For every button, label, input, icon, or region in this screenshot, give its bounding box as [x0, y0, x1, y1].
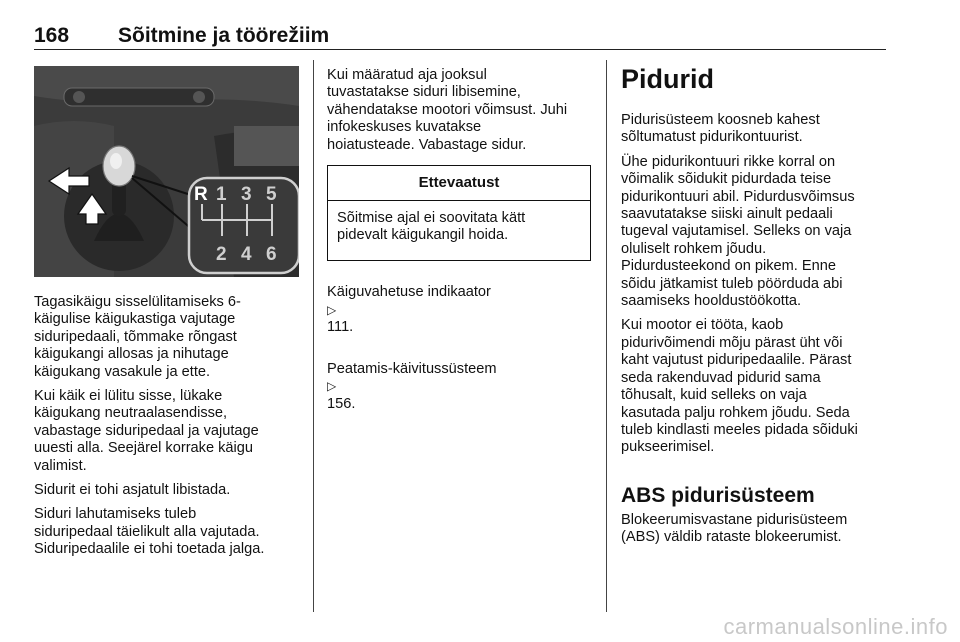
abs-text	[621, 512, 896, 554]
gear-shift-illustration	[34, 66, 299, 277]
page-reference-arrow-icon: ▷	[327, 302, 337, 317]
caution-body: Sõitmise ajal ei soovitata kätt pidevalt käigukangil hoida.	[337, 210, 526, 244]
middle-column-intro	[327, 67, 599, 161]
page-header	[34, 10, 886, 50]
reference-page: 156.	[327, 395, 356, 412]
middle-column-references	[327, 267, 599, 420]
paragraph: Kui mootor ei tööta, kaob pidurivõimendi mõju pärast üht või kaht vajutust piduripedaalile. Pärast seda rakenduvad pidurid sama tõhusalt, kuid selleks on vaja kasutada palju rohkem jõudu. Seda tuleb kindlasti meeles pidada sõiduki pukseerimisel.	[621, 317, 858, 456]
paragraph: Tagasikäigu sisselülitamiseks 6- käigulise käigukastiga vajutage siduripedaali, tõmmake rõngast käigukangi allosas ja nihutage käigukang vasakule ja ette.	[34, 294, 241, 380]
watermark: carmanualsonline.info	[723, 614, 948, 639]
reference-link[interactable]	[327, 267, 599, 337]
caution-title: Ettevaatust	[328, 166, 590, 201]
page-reference-arrow-icon: ▷	[327, 379, 337, 394]
gear-shift-figure	[34, 66, 299, 277]
header-rule	[34, 49, 886, 50]
gear-label-3: 3	[241, 184, 252, 205]
reference-text: Peatamis-käivitussüsteem	[327, 361, 497, 378]
paragraph: Sidurit ei tohi asjatult libistada.	[34, 482, 231, 499]
gear-label-r: R	[194, 184, 208, 205]
gear-label-4: 4	[241, 244, 252, 265]
reference-page: 111.	[327, 319, 354, 336]
paragraph: Ühe pidurikontuuri rikke korral on võimalik sõidukit pidurdada teise pidurikontuuri abil. Pidurdusvõimsus saavutatakse siiski ainult pedaali tugeval vajutamisel. Selleks on vaja oluliselt rohkem jõudu. Pidurdusteekond on pikem. Enne sõidu jätkamist tuleb pöörduda abi saamiseks hooldustöökotta.	[621, 153, 855, 310]
paragraph: Kui käik ei lülitu sisse, lükake käigukang neutraalasendisse, vabastage siduripedaal ja vajutage uuesti alla. Seejärel korrake käigu valimist.	[34, 388, 259, 474]
column-divider-2	[606, 60, 607, 612]
gear-label-5: 5	[266, 184, 277, 205]
chapter-title: Sõitmine ja töörežiim	[118, 24, 330, 47]
reference-text: Käiguvahetuse indikaator	[327, 284, 491, 301]
left-column	[34, 294, 304, 566]
gear-label-1: 1	[216, 184, 227, 205]
page-number: 168	[34, 24, 70, 47]
section-heading-abs: ABS pidurisüsteem	[621, 484, 815, 507]
paragraph: Blokeerumisvastane pidurisüsteem (ABS) väldib rataste blokeerumist.	[621, 512, 848, 546]
paragraph: Kui määratud aja jooksul tuvastatakse siduri libisemine, vähendatakse mootori võimsust. Juhi infokeskuses kuvatakse hoiatusteade. Vabastage sidur.	[327, 67, 568, 153]
section-heading-pidurid: Pidurid	[621, 64, 714, 94]
gear-label-2: 2	[216, 244, 227, 265]
reference-link[interactable]	[327, 344, 599, 414]
paragraph: Siduri lahutamiseks tuleb siduripedaal täielikult alla vajutada. Siduripedaalile ei tohi toetada jalga.	[34, 506, 265, 558]
gear-label-6: 6	[266, 244, 277, 265]
right-column-text	[621, 112, 896, 464]
caution-box	[327, 165, 591, 261]
column-divider-1	[313, 60, 314, 612]
paragraph: Pidurisüsteem koosneb kahest sõltumatust pidurikontuurist.	[621, 112, 820, 146]
